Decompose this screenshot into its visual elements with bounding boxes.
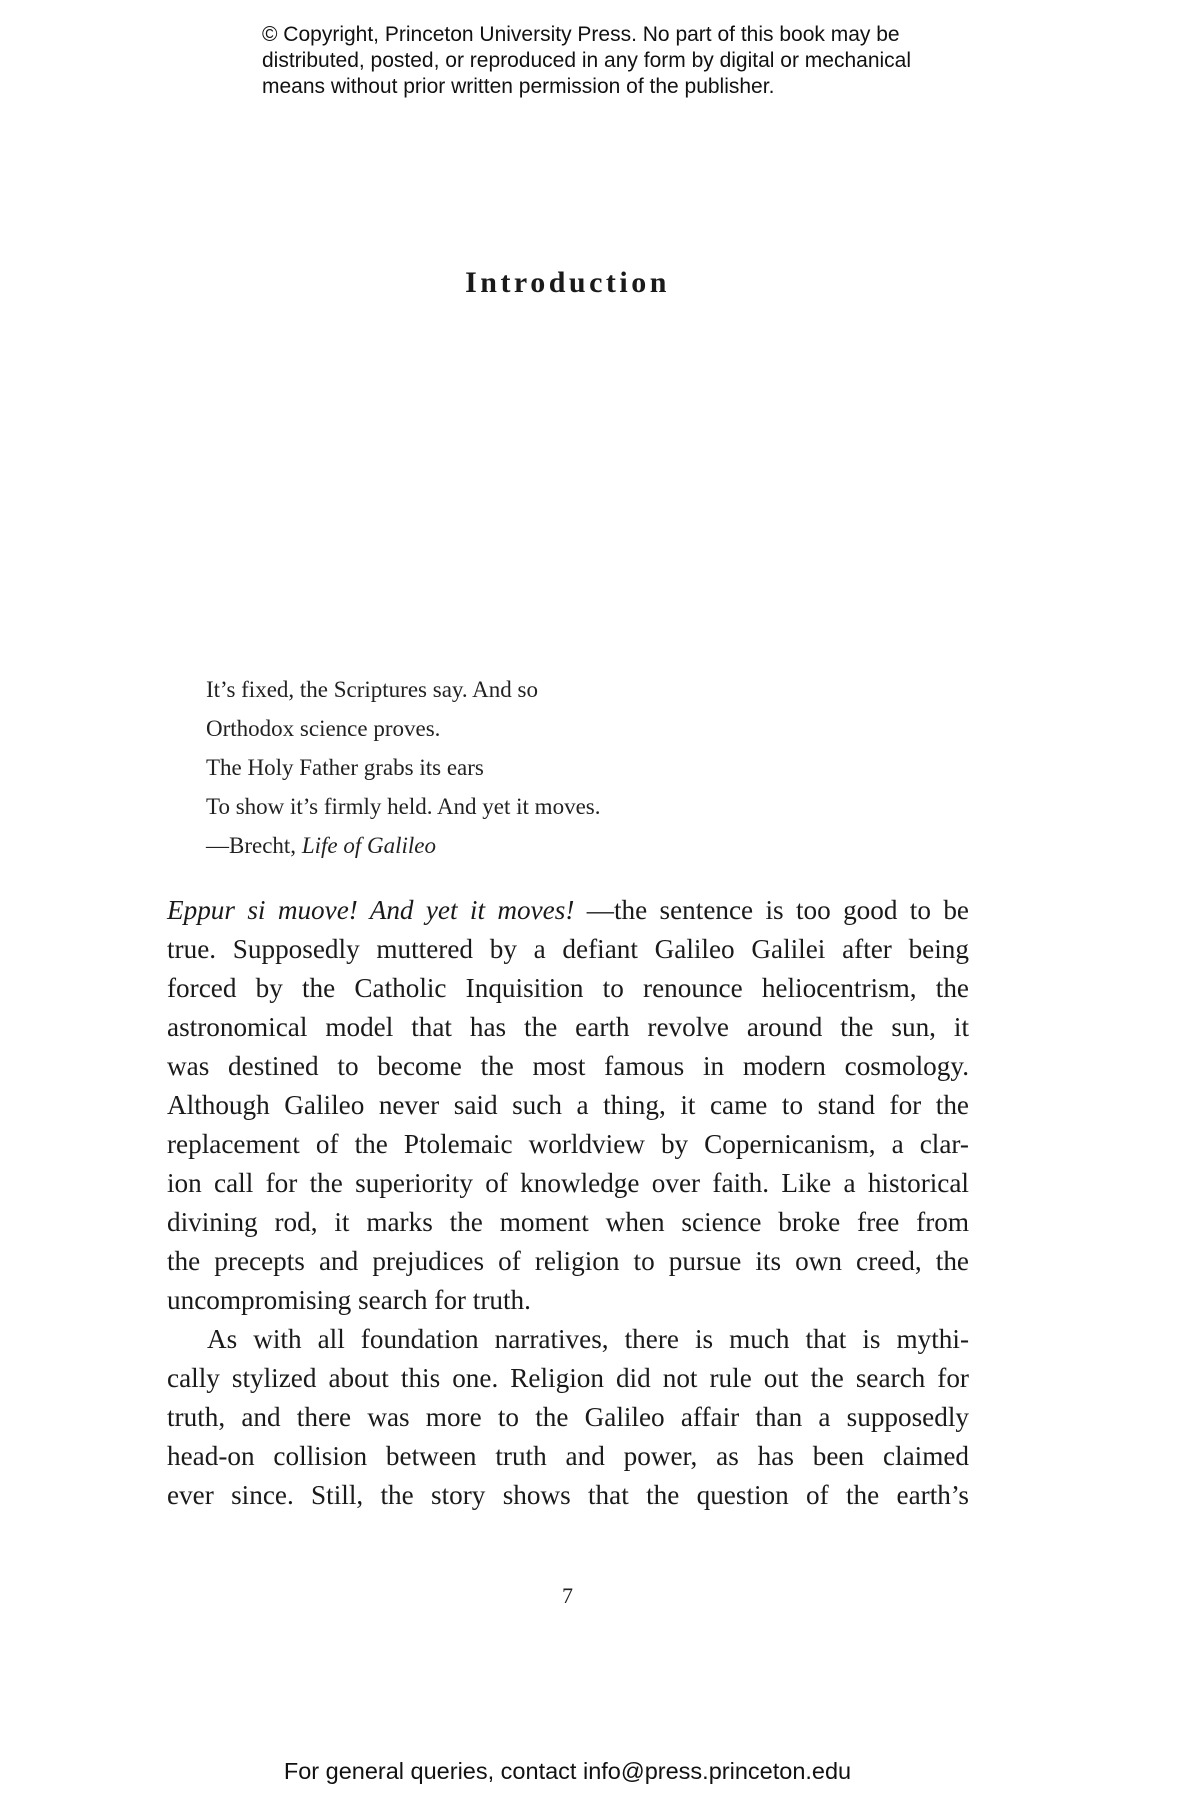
body-line: ever since. Still, the story shows that the question of the earth’s [167,1480,969,1510]
body-line: forced by the Catholic Inquisition to renounce heliocentrism, the [167,973,969,1003]
body-line: uncompromising search for truth. [167,1285,531,1315]
body-line: ion call for the superiority of knowledge over faith. Like a historical [167,1168,969,1198]
attribution-work-title: Life of Galileo [301,833,436,858]
page-number: 7 [562,1583,573,1608]
body-text [167,891,969,1515]
epigraph-line: To show it’s firmly held. And yet it moves. [206,794,601,819]
body-line: divining rod, it marks the moment when science broke free from [167,1207,969,1237]
body-line: was destined to become the most famous in modern cosmology. [167,1051,969,1081]
footer-contact: For general queries, contact info@press.princeton.edu [283,1758,852,1784]
body-line: astronomical model that has the earth revolve around the sun, it [167,1012,969,1042]
copyright-line: distributed, posted, or reproduced in any form by digital or mechanical [262,49,912,72]
opening-quote: Eppur si muove! And yet it moves! [167,895,575,925]
body-line: the precepts and prejudices of religion to pursue its own creed, the [167,1246,969,1276]
body-line: replacement of the Ptolemaic worldview by Copernicanism, a clar- [167,1129,969,1159]
copyright-line: means without prior written permission of the publisher. [262,75,775,98]
copyright-notice [262,22,982,100]
body-line-rest: —the sentence is too good to be [574,895,969,925]
epigraph [206,670,966,865]
body-line [167,891,969,930]
body-line: Although Galileo never said such a thing, it came to stand for the [167,1090,969,1120]
epigraph-attribution [206,826,966,865]
body-line: head-on collision between truth and power, as has been claimed [167,1441,969,1471]
body-line: truth, and there was more to the Galileo affair than a supposedly [167,1402,969,1432]
copyright-line: © Copyright, Princeton University Press. No part of this book may be [262,23,900,46]
body-line: As with all foundation narratives, there is much that is mythi- [207,1324,969,1354]
attribution-author: —Brecht, [206,833,302,858]
body-line: cally stylized about this one. Religion did not rule out the search for [167,1363,969,1393]
epigraph-line: The Holy Father grabs its ears [206,755,484,780]
epigraph-line: Orthodox science proves. [206,716,441,741]
epigraph-line: It’s fixed, the Scriptures say. And so [206,677,538,702]
chapter-title: Introduction [465,266,670,299]
body-line: true. Supposedly muttered by a defiant Galileo Galilei after being [167,934,969,964]
